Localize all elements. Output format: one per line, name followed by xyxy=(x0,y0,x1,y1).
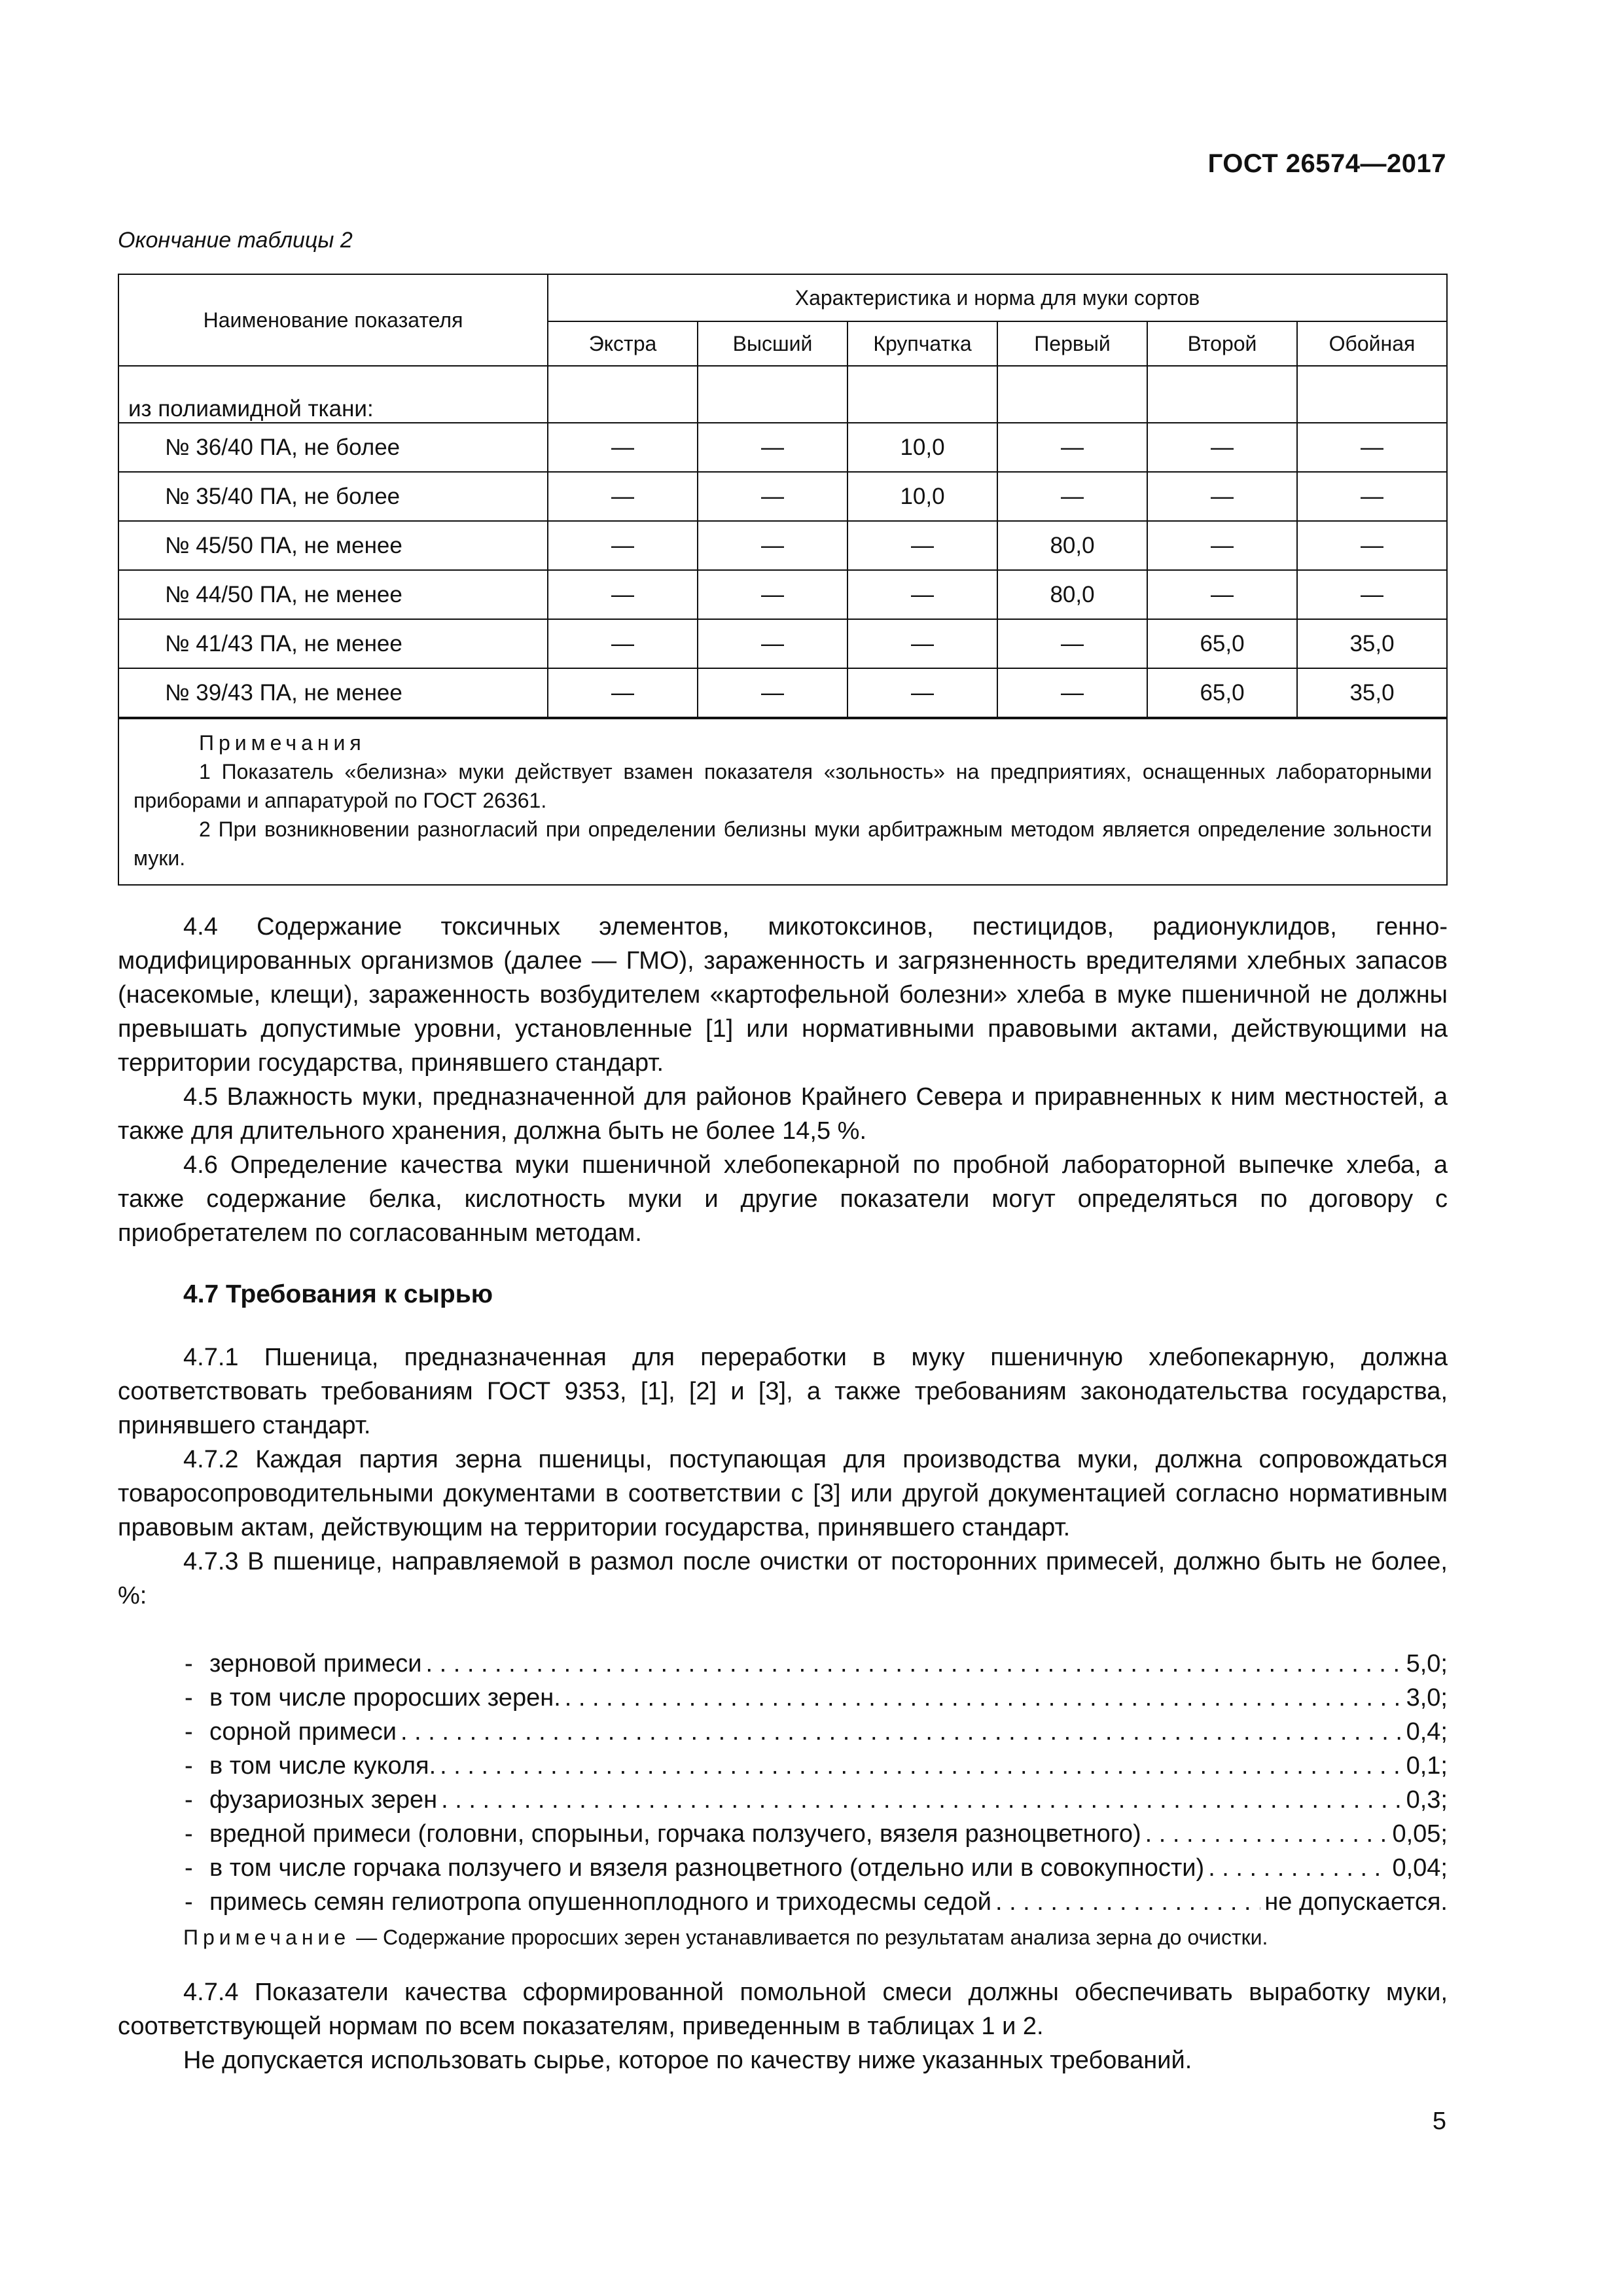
grade-header: Крупчатка xyxy=(847,321,997,366)
impurity-name: в том числе проросших зерен. xyxy=(209,1684,561,1712)
note-item: 2 При возникновении разногласий при определении белизны муки арбитражным методом является определение зольности муки. xyxy=(134,817,1432,870)
inline-note-text: — Содержание проросших зерен устанавливается по результатам анализа зерна до очистки. xyxy=(350,1926,1268,1949)
list-item: - примесь семян гелиотропа опушеннoплодного и триходесмы седой . . . не допускается. xyxy=(185,1885,1448,1919)
cell-value: — xyxy=(698,472,847,521)
grade-header: Высший xyxy=(698,321,847,366)
notes-title: Примечания xyxy=(199,731,366,755)
cell-value: — xyxy=(847,521,997,570)
paragraph-4-7-4: 4.7.4 Показатели качества сформированной помольной смеси должны обеспечивать выработку муки, соответствующей нормам по всем показателям, приведенным в таблицах 1 и 2. xyxy=(118,1979,1448,2040)
paragraph-4-4: 4.4 Содержание токсичных элементов, микотоксинов, пестицидов, радионуклидов, генно-модифицированных организмов (далее — ГМО), зараженность и загрязненность вредителями хлебных запасов (насекомые, клещи), зараженность возбудителем «картофельной болезни» хлеба в муке пшеничной не должны превышать допустимые уровни, установленные [1] или нормативными правовыми актами, действующими на территории государства, принявшего стандарт. xyxy=(118,913,1448,1077)
list-item: - в том числе куколя. . . . 0,1; xyxy=(185,1749,1448,1783)
cell-value: — xyxy=(1147,472,1297,521)
cell-value: — xyxy=(548,423,698,472)
impurity-value: 0,3; xyxy=(1406,1786,1448,1814)
row-label: № 35/40 ПА, не более xyxy=(118,472,548,521)
table-row xyxy=(118,521,1447,570)
cell-value: — xyxy=(698,521,847,570)
impurity-name: в том числе куколя. xyxy=(209,1752,437,1780)
cell-value: — xyxy=(548,570,698,619)
impurity-value: 0,05; xyxy=(1392,1820,1448,1848)
cell-value: — xyxy=(997,619,1147,668)
cell-value: 65,0 xyxy=(1147,668,1297,718)
cell-value: — xyxy=(698,668,847,718)
row-label: № 36/40 ПА, не более xyxy=(118,423,548,472)
column-header-group: Характеристика и норма для муки сортов xyxy=(548,274,1447,321)
table-row xyxy=(118,668,1447,718)
cell-value: — xyxy=(698,619,847,668)
column-header-name: Наименование показателя xyxy=(118,274,548,366)
cell-value: 80,0 xyxy=(997,521,1147,570)
cell-value: — xyxy=(1297,472,1447,521)
impurity-value: не допускается. xyxy=(1264,1888,1448,1916)
page-number: 5 xyxy=(1432,2108,1446,2135)
cell-value: — xyxy=(548,521,698,570)
grade-header: Обойная xyxy=(1297,321,1447,366)
cell-value: — xyxy=(997,472,1147,521)
impurity-value: 3,0; xyxy=(1406,1684,1448,1712)
paragraph-4-7-2: 4.7.2 Каждая партия зерна пшеницы, поступающая для производства муки, должна сопровождаться товаросопроводительными документами в соответствии с [3] или другой документацией согласно нормативным правовым актам, действующим на территории государства, принявшего стандарт. xyxy=(118,1446,1448,1541)
paragraph-4-7-1: 4.7.1 Пшеница, предназначенная для переработки в муку пшеничную хлебопекарную, должна соответствовать требованиям ГОСТ 9353, [1], [2] и [3], а также требованиям законодательства государства, принявшего стандарт. xyxy=(118,1344,1448,1439)
table-row xyxy=(118,472,1447,521)
impurity-name: фузариозных зерен xyxy=(209,1786,438,1814)
list-item: - фузариозных зерен . . . 0,3; xyxy=(185,1783,1448,1817)
impurity-value: 5,0; xyxy=(1406,1650,1448,1677)
cell-value: 10,0 xyxy=(847,472,997,521)
row-label: № 45/50 ПА, не менее xyxy=(118,521,548,570)
impurity-value: 0,1; xyxy=(1406,1752,1448,1780)
cell-value: — xyxy=(1147,423,1297,472)
cell-value: — xyxy=(1297,423,1447,472)
cell-value: — xyxy=(698,423,847,472)
impurity-name: вредной примеси (головни, спорыньи, горчака ползучего, вязеля разноцветного) xyxy=(209,1820,1141,1848)
cell-value: — xyxy=(698,570,847,619)
cell-value: — xyxy=(1297,521,1447,570)
cell-value: — xyxy=(997,668,1147,718)
list-item: - в том числе горчака ползучего и вязеля разноцветного (отдельно или в совокупности) . . . 0,04; xyxy=(185,1851,1448,1885)
list-item: - сорной примеси . . . 0,4; xyxy=(185,1715,1448,1749)
cell-value: 35,0 xyxy=(1297,619,1447,668)
list-item: - в том числе проросших зерен. . . . 3,0; xyxy=(185,1681,1448,1715)
paragraph-4-6: 4.6 Определение качества муки пшеничной хлебопекарной по пробной лабораторной выпечке хлеба, а также содержание белка, кислотность муки и другие показатели могут определяться по договору с приобретателем по согласованным методам. xyxy=(118,1151,1448,1247)
impurity-name: примесь семян гелиотропа опушеннoплодного и триходесмы седой xyxy=(209,1888,991,1916)
row-label: № 44/50 ПА, не менее xyxy=(118,570,548,619)
cell-value: — xyxy=(847,570,997,619)
inline-note xyxy=(183,1923,1448,1952)
cell-value: — xyxy=(1147,570,1297,619)
cell-value: — xyxy=(997,423,1147,472)
inline-note-label: Примечание xyxy=(183,1926,351,1949)
paragraph-4-7-3: 4.7.3 В пшенице, направляемой в размол после очистки от посторонних примесей, должно быть не более, %: xyxy=(118,1548,1448,1609)
cell-value: — xyxy=(847,668,997,718)
section-heading: 4.7 Требования к сырью xyxy=(183,1280,493,1308)
cell-value: 65,0 xyxy=(1147,619,1297,668)
requirements-table xyxy=(118,274,1448,886)
cell-value: — xyxy=(548,668,698,718)
cell-value: — xyxy=(847,619,997,668)
row-label: № 39/43 ПА, не менее xyxy=(118,668,548,718)
impurity-name: в том числе горчака ползучего и вязеля разноцветного (отдельно или в совокупности) xyxy=(209,1854,1205,1882)
cell-value: — xyxy=(548,619,698,668)
cell-value: — xyxy=(548,472,698,521)
cell-value: — xyxy=(1147,521,1297,570)
table-row xyxy=(118,570,1447,619)
impurity-value: 0,4; xyxy=(1406,1718,1448,1746)
table-row xyxy=(118,423,1447,472)
grade-header: Первый xyxy=(997,321,1147,366)
list-item: - вредной примеси (головни, спорыньи, горчака ползучего, вязеля разноцветного) . . . 0,05; xyxy=(185,1817,1448,1851)
impurity-name: сорной примеси xyxy=(209,1718,397,1746)
cell-value: 10,0 xyxy=(847,423,997,472)
table-notes xyxy=(118,718,1447,885)
paragraphs-4-7 xyxy=(118,1340,1448,1613)
impurity-value: 0,04; xyxy=(1392,1854,1448,1882)
cell-value: 35,0 xyxy=(1297,668,1447,718)
table-row xyxy=(118,619,1447,668)
table-caption: Окончание таблицы 2 xyxy=(118,228,353,253)
cell-value: 80,0 xyxy=(997,570,1147,619)
cell-value: — xyxy=(1297,570,1447,619)
group-label: из полиамидной ткани: xyxy=(118,366,548,423)
grade-header: Экстра xyxy=(548,321,698,366)
paragraph-final: Не допускается использовать сырье, которое по качеству ниже указанных требований. xyxy=(183,2047,1192,2074)
note-item: 1 Показатель «белизна» муки действует взамен показателя «зольность» на предприятиях, оснащенных лабораторными приборами и аппаратурой по ГОСТ 26361. xyxy=(134,760,1432,812)
row-label: № 41/43 ПА, не менее xyxy=(118,619,548,668)
impurity-list xyxy=(185,1647,1448,1919)
impurity-name: зерновой примеси xyxy=(209,1650,422,1677)
list-item: - зерновой примеси . . . 5,0; xyxy=(185,1647,1448,1681)
grade-header: Второй xyxy=(1147,321,1297,366)
paragraphs-4-4-to-4-6 xyxy=(118,910,1448,1250)
paragraph-4-5: 4.5 Влажность муки, предназначенной для районов Крайнего Севера и приравненных к ним местностей, а также для длительного хранения, должна быть не более 14,5 %. xyxy=(118,1083,1448,1145)
closing-paragraphs xyxy=(118,1975,1448,2077)
document-number: ГОСТ 26574—2017 xyxy=(1207,149,1446,178)
